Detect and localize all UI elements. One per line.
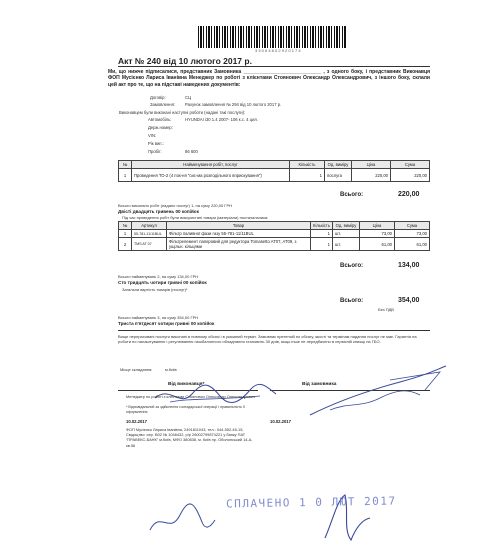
order-label: Замовлення: — [150, 102, 176, 107]
row-sum: 220,00 — [391, 169, 430, 182]
table-header-row — [119, 161, 430, 169]
grand-count: Всього найменувань 3, на суму 354,00 ГРН — [118, 315, 199, 320]
car-label: Автомобіль: — [148, 117, 172, 122]
row-unit: шт. — [333, 230, 360, 238]
parts-count: Всього найменувань 2, на суму 134,00 ГРН — [118, 274, 199, 279]
contract-value: СЦ — [185, 95, 192, 100]
row-product: Фільтрелемент паперовий для редуктора Tomasetto AT07, AT09, з ущільн. кільцями — [167, 238, 311, 251]
parts-table — [118, 221, 430, 251]
col-qty: Кількість — [290, 161, 325, 169]
mileage-label: Пробіг: — [148, 149, 162, 154]
works-count: Всього виконано робіт (надано послуг) 1, на суму 220,00 ГРН — [118, 203, 233, 208]
col-article: Артикул — [132, 222, 167, 230]
car-value: HYUNDAI i30 1.4 2007- 106 к.с. 4 цил. — [185, 117, 259, 122]
parts-note: Під час проведення робіт були використані товари (матеріали) постачальника: — [122, 215, 269, 220]
document-title: Акт № 240 від 10 лютого 2017 р. — [118, 56, 252, 66]
row-product: Фільтр паливної фази газу 55-781-11/11BUL — [167, 230, 311, 238]
parts-total-note: Загальна вартість товарів (послуг)* — [122, 287, 188, 292]
row-sum: 61,00 — [395, 238, 430, 251]
col-price: Ціна — [360, 222, 395, 230]
row-number: 2 — [119, 238, 132, 251]
customer-date: 10.02.2017 — [270, 419, 291, 424]
paid-stamp: СПЛАЧЕНО 1 0 ЛЮТ 2017 — [225, 494, 397, 511]
closing-divider — [118, 330, 430, 331]
contract-label: Договір: — [150, 95, 166, 100]
handwritten-mark — [140, 500, 220, 540]
col-qty: Кількість — [311, 222, 333, 230]
row-name: Проведення ТО-2 (4 пок-ня "сис-ма розподільного вприскування") — [132, 169, 290, 182]
row-price: 220,00 — [352, 169, 391, 182]
col-product: Товар — [167, 222, 311, 230]
barcode — [198, 26, 346, 48]
table-row — [119, 238, 430, 251]
row-number: 1 — [119, 169, 132, 182]
col-number: № — [119, 161, 132, 169]
mileage-value: 86 600 — [185, 149, 198, 154]
row-number: 1 — [119, 230, 132, 238]
row-article: TMS AT 07 — [132, 238, 167, 251]
services-total-label: Всього: — [340, 192, 364, 198]
no-vat-note: Без ПДВ — [378, 307, 394, 312]
grand-total-value: 354,00 — [398, 297, 420, 304]
table-header-row — [119, 222, 430, 230]
customer-signature — [300, 360, 450, 430]
customer-label: Від замовника — [302, 382, 337, 387]
services-total-value: 220,00 — [398, 191, 420, 198]
row-price: 73,00 — [360, 230, 395, 238]
closing-paragraph: Вище перераховані послуги виконані в повному обсязі і в указаний термін. Замовник претензій по обсягу, якості та термінам надання послуг не має. Гарантія на роботи по налаштуванню і регулюванню газобалонного обладнання становить 30 днів, якщо інше не передбачено в сервісній книжці на ГБО. — [118, 334, 417, 345]
grand-total-label: Всього: — [340, 298, 364, 304]
parts-in-words: Сто тридцять чотири гривні 00 копійок — [118, 280, 207, 285]
col-price: Ціна — [352, 161, 391, 169]
row-sum: 73,00 — [395, 230, 430, 238]
col-name: Найменування робіт, послуг — [132, 161, 290, 169]
services-table — [118, 160, 430, 182]
year-label: Рік вип.: — [148, 141, 164, 146]
intro-paragraph: Ми, що нижче підписалися, представник Замовника ____________________________ , з одного боку, і представник Виконавця ФОП Мусієнко Лариса Іванівна Менеджер по роботі з клієнтами Стоянович Олександр Олександрович, з іншого боку, склали цей акт про те, що на підставі наведених документів: — [108, 69, 430, 88]
table-row — [119, 169, 430, 182]
col-unit: Од. виміру — [333, 222, 360, 230]
executor-label: Від виконавця* — [168, 382, 205, 387]
row-unit: послуга — [325, 169, 352, 182]
row-unit: шт. — [333, 238, 360, 251]
col-sum: Сума — [395, 222, 430, 230]
col-sum: Сума — [391, 161, 430, 169]
services-note: Виконавцем були виконані наступні роботи (надані такі послуги): — [119, 110, 246, 115]
executor-signatory: Менеджер по роботі з клієнтами Стоянович Олександр Олександрович — [126, 394, 256, 399]
executor-signatory-note: * Відповідальний за здійснення господарської операції і правильність її оформлення — [126, 405, 245, 414]
row-article: 55-781-11/11BUL — [132, 230, 167, 238]
col-unit: Од. виміру — [325, 161, 352, 169]
place-label: Місце складання: — [120, 367, 153, 372]
executor-date: 10.02.2017 — [126, 419, 147, 424]
order-value: Рахунок замовлення № 294 від 10 лютого 2017 р. — [185, 102, 282, 107]
col-number: № — [119, 222, 132, 230]
title-divider — [118, 66, 430, 67]
row-qty: 1 — [290, 169, 325, 182]
works-in-words: Двісті двадцять гривень 00 копійок — [118, 209, 199, 214]
row-qty: 1 — [311, 238, 333, 251]
executor-details: ФОП Мусієнко Лариса Іванівна, 2491811043, тел.: 044-552-45-15, Свідоцтво: сер. В02 № 1046432, р/р 26002799874221 у банку ПАТ "ПРАВЕКС-БАНК" м.Київ, МФО 380838, м. Київ пр. Оболонський 14-А, кв.56 — [126, 427, 253, 448]
plate-label: Держ.номер: — [148, 125, 173, 130]
parts-total-label: Всього: — [340, 263, 364, 269]
row-price: 61,00 — [360, 238, 395, 251]
parts-total-value: 134,00 — [398, 262, 420, 269]
row-qty: 1 — [311, 230, 333, 238]
barcode-number: 3 3 0 6 4 8 0 2 9 2 0 1 7 4 — [255, 48, 301, 53]
vin-label: VIN: — [148, 133, 157, 138]
table-row — [119, 230, 430, 238]
place-value: м.Київ — [165, 367, 177, 372]
grand-in-words: Триста п'ятдесят чотири гривні 00 копійок — [118, 321, 215, 326]
